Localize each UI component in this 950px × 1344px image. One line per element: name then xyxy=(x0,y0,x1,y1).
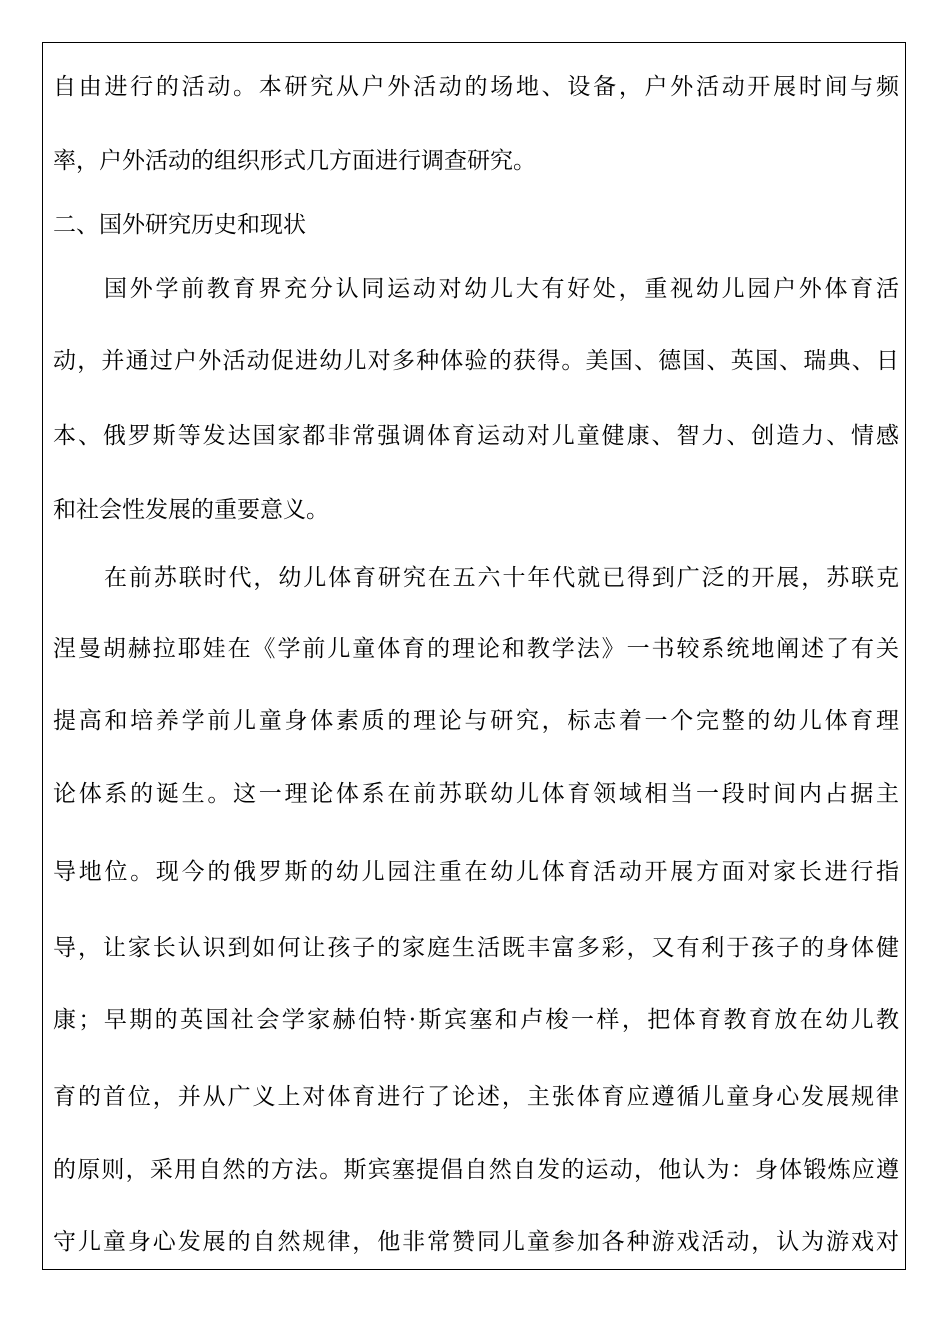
text-line-7: 和社会性发展的重要意义。 xyxy=(53,497,329,523)
section-heading: 二、国外研究历史和现状 xyxy=(53,212,306,238)
text-line-17: 守儿童身心发展的自然规律，他非常赞同儿童参加各种游戏活动，认为游戏对 xyxy=(53,1229,899,1255)
text-line-12: 导地位。现今的俄罗斯的幼儿园注重在幼儿体育活动开展方面对家长进行指 xyxy=(53,859,899,885)
text-line-9: 涅曼胡赫拉耶娃在《学前儿童体育的理论和教学法》一书较系统地阐述了有关 xyxy=(53,636,899,662)
text-line-14: 康；早期的英国社会学家赫伯特·斯宾塞和卢梭一样，把体育教育放在幼儿教 xyxy=(53,1007,899,1033)
text-line-16: 的原则，采用自然的方法。斯宾塞提倡自然自发的运动，他认为：身体锻炼应遵 xyxy=(53,1157,899,1183)
text-line-15: 育的首位，并从广义上对体育进行了论述，主张体育应遵循儿童身心发展规律 xyxy=(53,1084,899,1110)
text-line-5: 动，并通过户外活动促进幼儿对多种体验的获得。美国、德国、英国、瑞典、日 xyxy=(53,348,899,374)
text-line-2: 率，户外活动的组织形式几方面进行调查研究。 xyxy=(53,148,536,174)
text-line-10: 提高和培养学前儿童身体素质的理论与研究，标志着一个完整的幼儿体育理 xyxy=(53,708,899,734)
text-line-11: 论体系的诞生。这一理论体系在前苏联幼儿体育领域相当一段时间内占据主 xyxy=(53,781,899,807)
text-line-1: 自由进行的活动。本研究从户外活动的场地、设备，户外活动开展时间与频 xyxy=(53,74,899,100)
text-line-6: 本、俄罗斯等发达国家都非常强调体育运动对儿童健康、智力、创造力、情感 xyxy=(53,423,899,449)
text-line-8: 在前苏联时代，幼儿体育研究在五六十年代就已得到广泛的开展，苏联克 xyxy=(104,565,899,591)
text-line-4: 国外学前教育界充分认同运动对幼儿大有好处，重视幼儿园户外体育活 xyxy=(104,276,899,302)
text-line-13: 导，让家长认识到如何让孩子的家庭生活既丰富多彩，又有利于孩子的身体健 xyxy=(53,935,899,961)
